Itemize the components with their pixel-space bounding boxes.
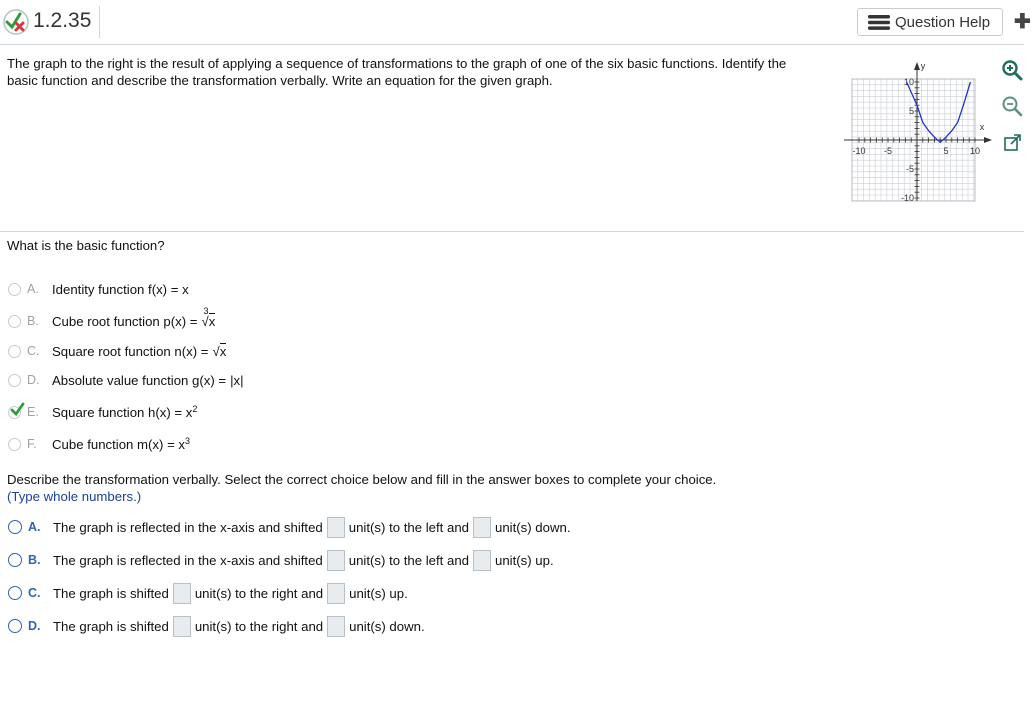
option-text-part2: unit(s) to the left and [348,552,469,568]
option-letter: C. [28,586,41,600]
basic-option-e[interactable] [8,401,197,423]
option-text: Identity function f(x) = x [52,281,189,297]
answer-box-left-units[interactable] [327,550,345,571]
option-text-part3: unit(s) up. [495,552,554,568]
option-letter: B. [28,553,41,567]
option-text-part1: The graph is reflected in the x-axis and shifted [53,552,323,568]
question-help-button[interactable] [857,8,1003,36]
option-text-part3: unit(s) up. [349,585,408,601]
square-root-expression: √x [212,343,227,359]
option-text-part1: The graph is reflected in the x-axis and shifted [53,519,323,535]
y-axis-label: y [920,61,926,71]
option-text: Cube function m(x) = x [52,436,186,452]
option-text-part3: unit(s) down. [495,519,571,535]
parabola-curve [907,82,971,142]
option-text-part1: The graph is shifted [53,585,169,601]
answer-format-hint: (Type whole numbers.) [7,489,142,504]
radio-a[interactable] [8,283,21,296]
option-letter: A. [27,282,39,296]
answer-box-vertical-units[interactable] [473,517,491,538]
header-divider [99,6,100,38]
basic-option-c[interactable] [8,340,226,362]
option-letter: A. [28,520,41,534]
option-text-part2: unit(s) to the right and [194,585,324,601]
option-text-part1: The graph is shifted [53,618,169,634]
radio-c[interactable] [8,586,22,600]
answer-box-right-units[interactable] [173,583,191,604]
exponent: 3 [185,436,191,446]
function-graph [838,56,998,206]
transform-option-b[interactable] [8,548,554,572]
transformation-prompt [7,471,716,505]
cube-root-expression: 3 √x [201,305,216,329]
y-tick-label: 10 [903,77,914,87]
absolute-value-expression: |x| [230,372,244,388]
radio-b[interactable] [8,315,21,328]
radio-c[interactable] [8,345,21,358]
radio-d[interactable] [8,374,21,387]
x-axis-arrow [984,137,992,143]
option-text: Absolute value function g(x) = [52,372,227,388]
zoom-out-icon[interactable] [1001,95,1023,117]
x-tick-label: 5 [943,146,949,156]
question-help-label: Question Help [895,13,991,31]
radio-f[interactable] [8,438,21,451]
x-tick-label: -5 [883,146,893,156]
answer-box-vertical-units[interactable] [327,616,345,637]
x-tick-label: 10 [969,146,981,156]
answer-box-vertical-units[interactable] [327,583,345,604]
radio-e-selected[interactable] [8,406,21,419]
radio-b[interactable] [8,553,22,567]
y-tick-label: 5 [908,106,914,116]
y-axis-arrow [914,62,920,70]
y-tick-label: -5 [905,164,914,174]
open-in-new-window-icon[interactable] [1001,132,1023,154]
more-options-icon[interactable]: ✚ [1014,11,1031,33]
partial-credit-icon [2,8,30,36]
option-letter: C. [27,344,40,358]
correct-check-icon [9,402,25,418]
radicand: x [219,343,227,359]
basic-option-b[interactable] [8,305,216,332]
y-tick-label: -10 [900,193,914,203]
transform-option-c[interactable] [8,581,408,605]
transform-option-a[interactable] [8,515,571,539]
radio-a[interactable] [8,520,22,534]
x-axis-label: x [979,122,985,132]
radicand: x [208,313,216,329]
option-text: Square root function n(x) = [52,343,209,359]
basic-option-d[interactable] [8,369,244,391]
option-letter: E. [27,405,39,419]
option-text: Cube root function p(x) = [52,313,198,329]
option-letter: B. [27,314,39,328]
option-text-part2: unit(s) to the right and [194,618,324,634]
basic-option-a[interactable] [8,278,189,300]
x-tick-label: -10 [852,146,866,156]
radical-index: 3 [203,305,209,316]
basic-function-prompt: What is the basic function? [7,238,165,253]
option-letter: D. [28,619,41,633]
option-text-part2: unit(s) to the left and [348,519,469,535]
transform-option-d[interactable] [8,614,425,638]
zoom-in-icon[interactable] [1001,59,1023,81]
option-letter: D. [27,373,40,387]
answer-box-vertical-units[interactable] [473,550,491,571]
question-number: 1.2.35 [33,9,92,32]
answer-box-right-units[interactable] [173,616,191,637]
option-text-part3: unit(s) down. [349,618,425,634]
exponent: 2 [192,404,198,414]
section-divider [0,231,1024,232]
radio-d[interactable] [8,619,22,633]
answer-box-left-units[interactable] [327,517,345,538]
option-letter: F. [27,437,37,451]
transformation-prompt-text: Describe the transformation verbally. Select the correct choice below and fill in the answer boxes to complete your choice. [7,472,717,487]
basic-option-f[interactable] [8,433,190,455]
option-text: Square function h(x) = x [52,404,193,420]
list-icon [868,15,890,30]
instructions-text: The graph to the right is the result of applying a sequence of transformations to the graph of one of the six basic functions. Identify the basic function and describe the transformation verbally. Write an equation for the given graph. [7,56,787,88]
